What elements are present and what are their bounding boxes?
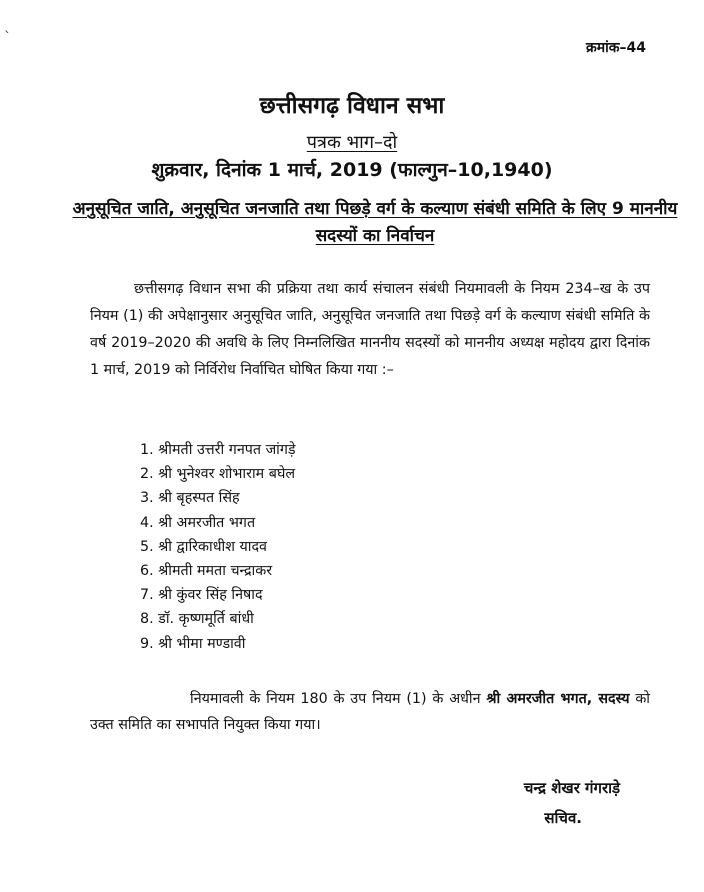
assembly-title: छत्तीसगढ़ विधान सभा xyxy=(259,93,445,119)
list-item: 3. श्री बृहस्पत सिंह xyxy=(140,490,240,507)
list-item: 4. श्री अमरजीत भगत xyxy=(140,514,256,531)
chairperson-name: श्री अमरजीत भगत, सदस्य xyxy=(486,691,630,707)
margin-mark: ` xyxy=(4,30,11,46)
list-item: 9. श्री भीमा मण्डावी xyxy=(140,635,246,652)
members-list xyxy=(140,438,296,656)
appointment-outro: को उक्त समिति का सभापति नियुक्त किया गया। xyxy=(90,691,650,733)
serial-number: क्रमांक–44 xyxy=(586,40,646,56)
appointment-intro: नियमावली के नियम 180 के उप नियम (1) के अधीन xyxy=(190,691,481,707)
list-item: 2. श्री भुनेश्वर शोभाराम बघेल xyxy=(140,466,296,483)
list-item: 6. श्रीमती ममता चन्द्राकर xyxy=(140,562,273,579)
list-item: 8. डॉ. कृष्णमूर्ति बांधी xyxy=(140,611,254,628)
bulletin-part xyxy=(0,130,704,154)
list-item: 7. श्री कुंवर सिंह निषाद xyxy=(140,587,263,604)
signatory-name: चन्द्र शेखर गंगराड़े xyxy=(523,779,620,797)
appointment-paragraph xyxy=(90,686,650,738)
date-line: शुक्रवार, दिनांक 1 मार्च, 2019 (फाल्गुन–10,1940) xyxy=(151,159,553,181)
body-paragraph: छत्तीसगढ़ विधान सभा की प्रक्रिया तथा कार्य संचालन संबंधी नियमावली के नियम 234–ख के उप नियम (1) की अपेक्षानुसार अनुसूचित जाति, अनुसूचित जनजाति तथा पिछड़े वर्ग के कल्याण संबंधी समिति के वर्ष 2019–2020 की अवधि के लिए निम्नलिखित माननीय सदस्यों को माननीय अध्यक्ष महोदय द्वारा दिनांक 1 मार्च, 2019 को निर्विरोध निर्वाचित घोषित किया गया :– xyxy=(90,281,650,378)
bulletin-part-label: पत्रक भाग–दो xyxy=(306,132,398,153)
notice-heading: अनुसूचित जाति, अनुसूचित जनजाति तथा पिछड़े वर्ग के कल्याण संबंधी समिति के लिए 9 माननीय सदस्यों का निर्वाचन xyxy=(72,199,678,246)
list-item: 1. श्रीमती उत्तरी गनपत जांगड़े xyxy=(140,442,296,458)
signatory-designation: सचिव. xyxy=(544,809,582,827)
list-item: 5. श्री द्वारिकाधीश यादव xyxy=(140,538,268,555)
